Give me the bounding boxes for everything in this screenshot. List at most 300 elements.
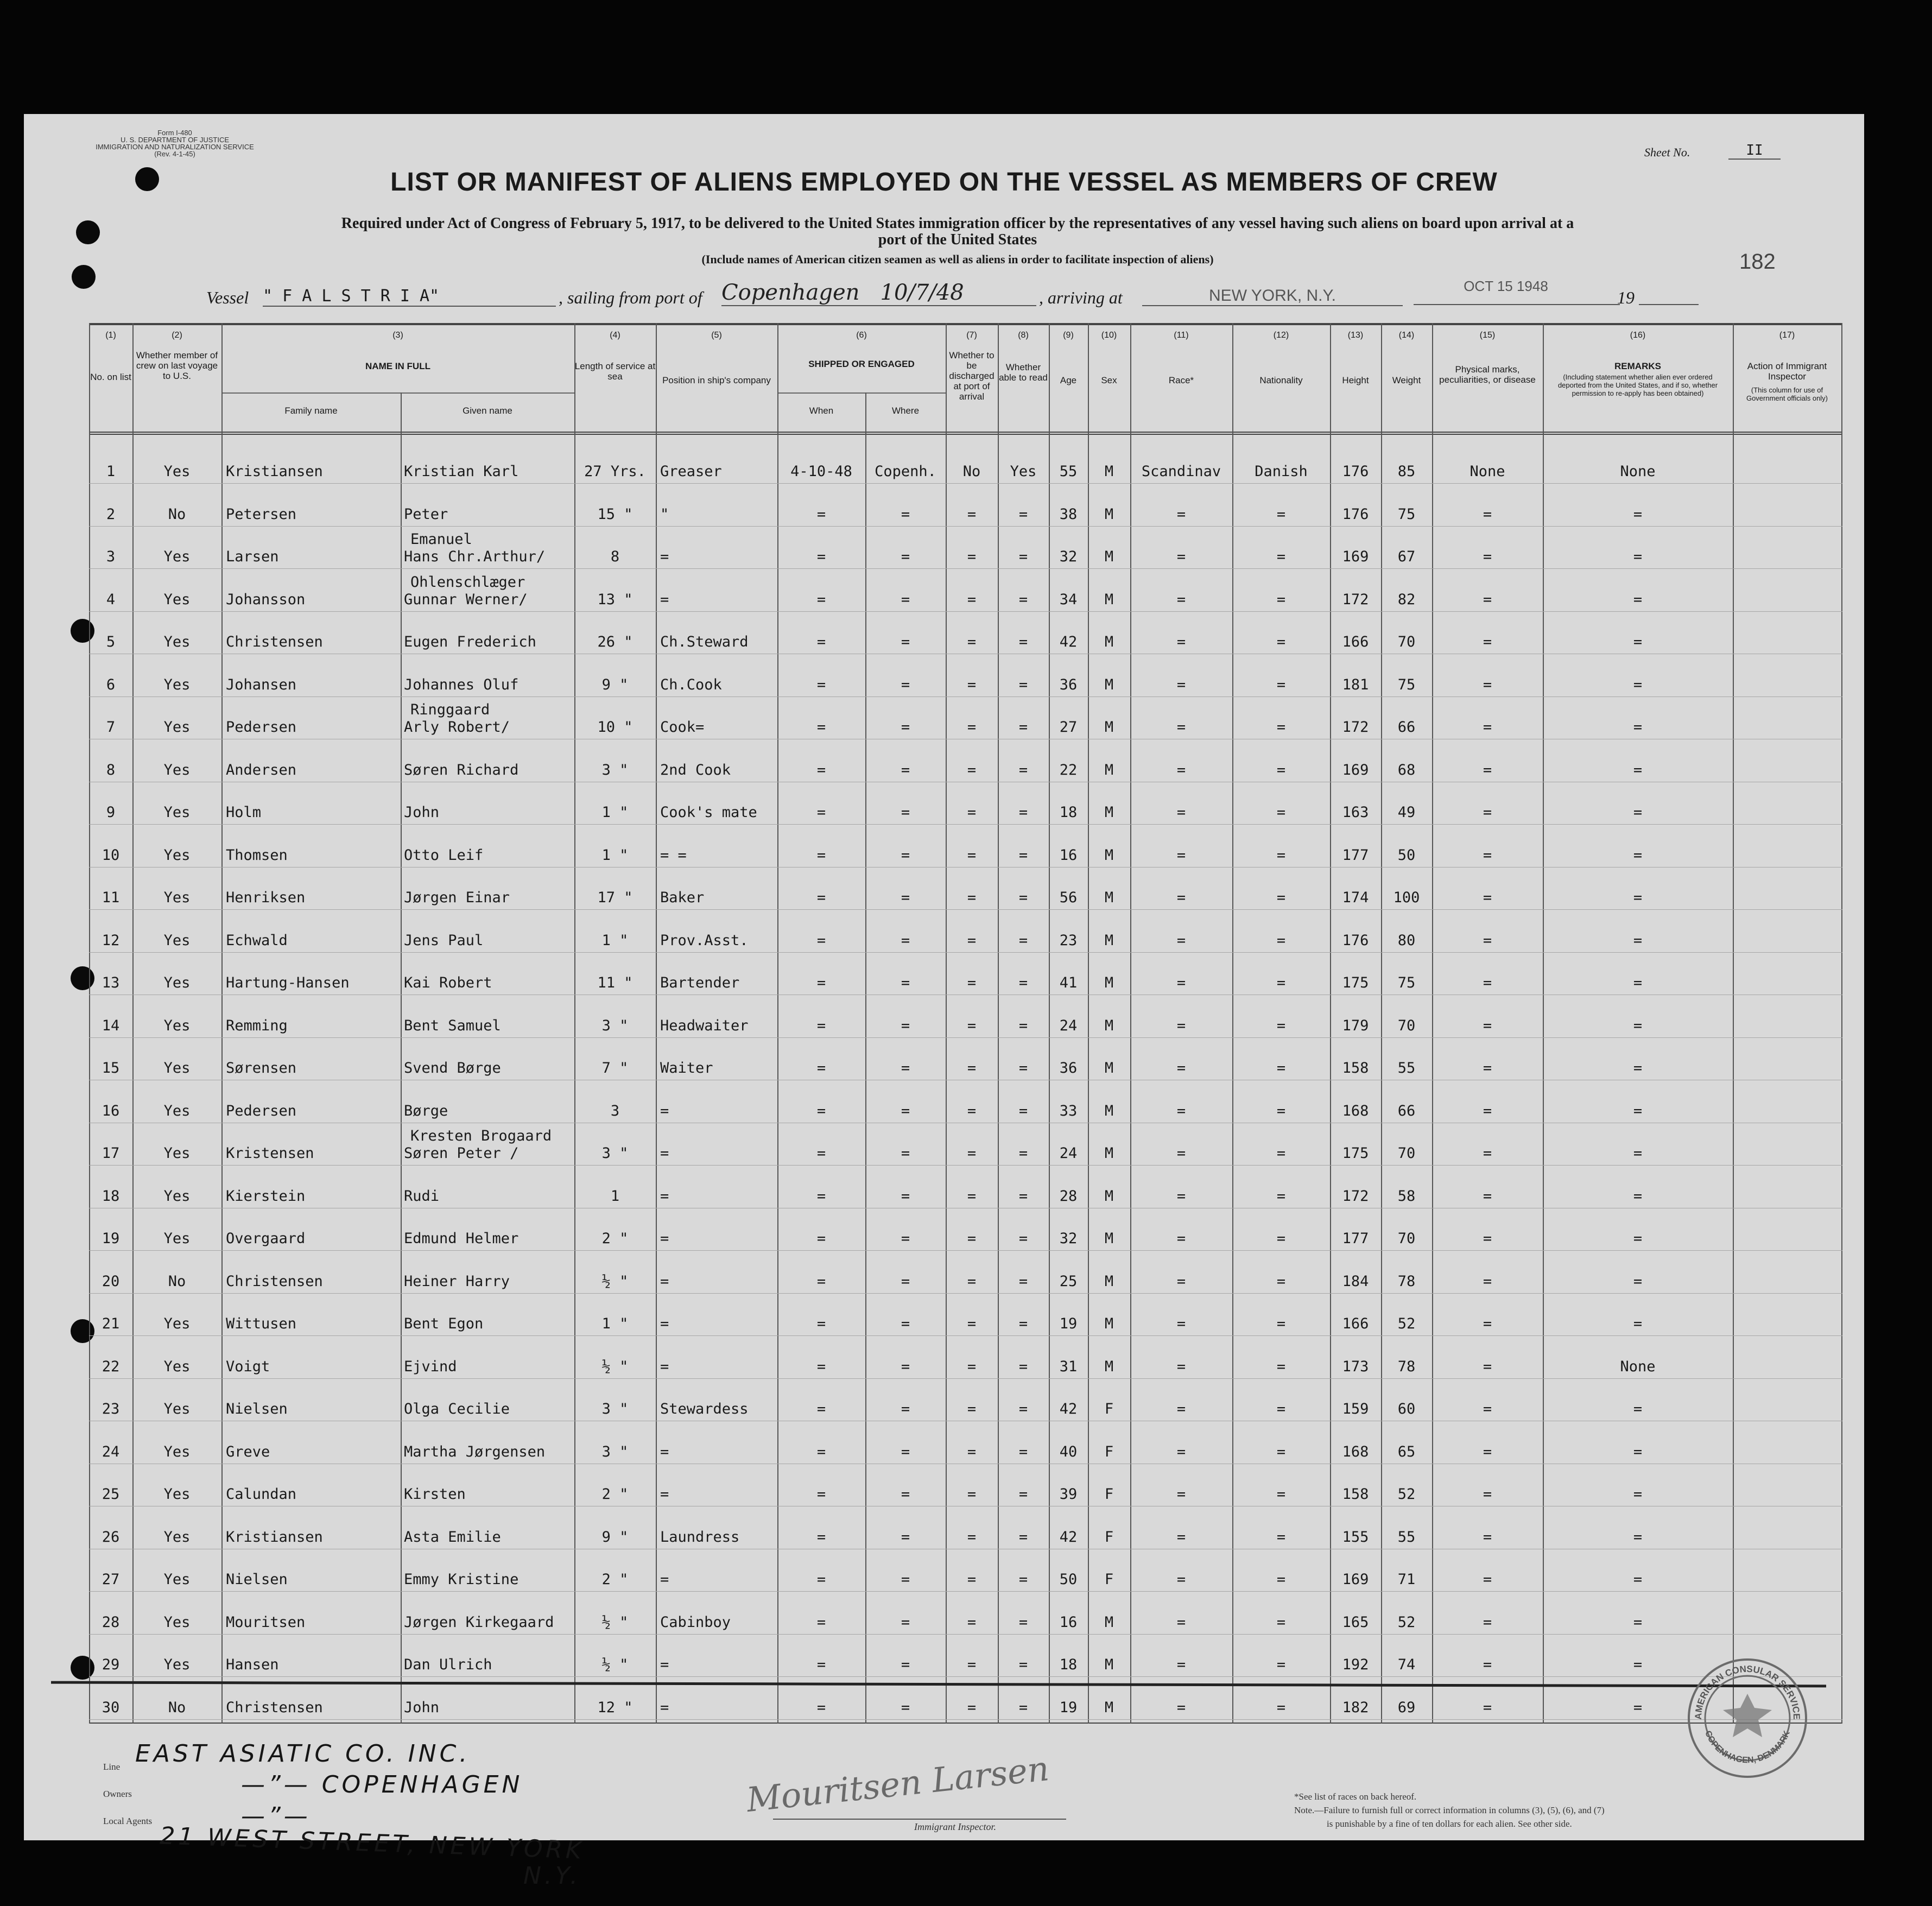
row-given-name: John <box>404 1699 440 1716</box>
row-height: 163 <box>1342 804 1369 821</box>
row-race: = <box>1176 974 1186 991</box>
row-discharged: = <box>967 676 977 693</box>
row-given-name: Gunnar Werner/ <box>404 591 528 608</box>
row-family-name: Sørensen <box>226 1060 297 1077</box>
row-physical-marks: = <box>1483 548 1492 565</box>
row-position: Laundress <box>660 1528 740 1546</box>
row-shipped-when: = <box>816 676 826 693</box>
row-position: = <box>660 1272 669 1290</box>
row-nationality: = <box>1276 974 1286 991</box>
row-nationality: = <box>1276 804 1286 821</box>
row-able-to-read: = <box>1018 1571 1028 1588</box>
row-shipped-when: = <box>816 1102 826 1119</box>
row-number: 10 <box>102 846 120 864</box>
row-nationality: = <box>1276 591 1286 608</box>
row-given-name: Jørgen Kirkegaard <box>404 1613 554 1631</box>
table-row <box>89 827 1842 867</box>
row-given-name: Søren Peter / <box>404 1145 519 1162</box>
row-family-name: Kristiansen <box>226 1528 323 1546</box>
row-age: 50 <box>1059 1571 1078 1588</box>
row-length-of-service: 2 " <box>601 1486 629 1503</box>
row-race: = <box>1176 548 1186 565</box>
row-remarks: = <box>1633 974 1643 991</box>
row-discharged: = <box>967 548 977 565</box>
row-previous-voyage: No <box>168 1272 186 1290</box>
sailing-port <box>721 280 1036 306</box>
row-nationality: Danish <box>1255 463 1308 480</box>
row-position: Ch.Steward <box>660 634 749 650</box>
row-remarks: = <box>1633 889 1643 906</box>
row-nationality: = <box>1276 846 1286 864</box>
row-able-to-read: = <box>1018 505 1028 523</box>
row-number: 12 <box>102 932 120 949</box>
row-weight: 69 <box>1397 1699 1416 1716</box>
row-weight: 75 <box>1397 974 1416 991</box>
row-given-name: Jens Paul <box>404 932 484 949</box>
table-row <box>89 998 1842 1038</box>
row-given-name: Olga Cecilie <box>404 1401 510 1417</box>
row-able-to-read: = <box>1018 1358 1028 1375</box>
row-age: 16 <box>1059 846 1078 864</box>
col-header-service: Length of service at sea <box>574 361 656 382</box>
row-shipped-where: = <box>901 1358 910 1375</box>
row-race: = <box>1176 1272 1186 1290</box>
row-length-of-service: 3 " <box>601 1443 629 1460</box>
row-height: 176 <box>1342 505 1369 523</box>
row-physical-marks: = <box>1483 974 1492 991</box>
row-number: 30 <box>102 1699 120 1716</box>
row-able-to-read: = <box>1018 1656 1028 1673</box>
row-given-name: Kirsten <box>404 1486 466 1503</box>
row-given-name: Dan Ulrich <box>404 1656 492 1673</box>
row-able-to-read: = <box>1018 1187 1028 1205</box>
col-num-12: (12) <box>1273 331 1289 340</box>
row-height: 175 <box>1342 1145 1369 1162</box>
row-nationality: = <box>1276 1230 1286 1247</box>
row-given-name: Hans Chr.Arthur/ <box>404 548 546 565</box>
row-length-of-service: 13 " <box>597 591 633 608</box>
row-sex: M <box>1104 719 1114 736</box>
row-previous-voyage: Yes <box>163 1315 191 1332</box>
row-number: 21 <box>102 1315 120 1332</box>
row-length-of-service: 9 " <box>601 1528 629 1546</box>
row-position: Headwaiter <box>660 1017 749 1034</box>
row-length-of-service: 17 " <box>597 889 633 906</box>
row-nationality: = <box>1276 1443 1286 1460</box>
row-weight: 70 <box>1397 1230 1416 1247</box>
row-race: Scandinav <box>1141 463 1221 480</box>
row-number: 6 <box>106 676 116 693</box>
col-header-action-note: (This column for use of Government officials only) <box>1746 386 1828 402</box>
col-num-6: (6) <box>856 331 867 340</box>
row-length-of-service: 9 " <box>601 676 629 693</box>
row-height: 169 <box>1342 761 1369 778</box>
table-row <box>89 913 1842 953</box>
col-num-16: (16) <box>1630 331 1646 340</box>
row-shipped-where: = <box>901 846 910 864</box>
row-discharged: = <box>967 804 977 821</box>
row-remarks: = <box>1633 1017 1643 1034</box>
row-previous-voyage: Yes <box>163 932 191 949</box>
row-shipped-when: = <box>816 548 826 565</box>
row-position: = <box>660 1699 669 1716</box>
row-remarks: = <box>1633 804 1643 821</box>
row-discharged: = <box>967 932 977 949</box>
row-discharged: = <box>967 1315 977 1332</box>
owners-label: Owners <box>103 1789 132 1799</box>
row-position: Cook's mate <box>660 804 757 821</box>
row-race: = <box>1176 1486 1186 1503</box>
row-shipped-when: = <box>816 1656 826 1673</box>
row-nationality: = <box>1276 1060 1286 1077</box>
col-header-prev-voyage: Whether member of crew on last voyage to U.S. <box>136 350 218 381</box>
row-remarks: = <box>1633 1528 1643 1546</box>
row-previous-voyage: Yes <box>163 1486 191 1503</box>
col-num-8: (8) <box>1018 331 1029 340</box>
row-given-name: Asta Emilie <box>404 1528 501 1546</box>
row-shipped-where: = <box>901 761 910 778</box>
col-header-age: Age <box>1060 375 1077 385</box>
col-header-weight: Weight <box>1392 375 1421 385</box>
row-number: 13 <box>102 974 120 991</box>
row-sex: M <box>1104 548 1114 565</box>
row-discharged: = <box>967 1230 977 1247</box>
row-race: = <box>1176 1528 1186 1546</box>
row-shipped-when: = <box>816 1486 826 1503</box>
table-row <box>89 1211 1842 1251</box>
row-discharged: = <box>967 761 977 778</box>
row-previous-voyage: Yes <box>163 1358 191 1375</box>
row-position: = <box>660 1230 669 1247</box>
row-physical-marks: = <box>1483 1528 1492 1546</box>
row-sex: F <box>1104 1528 1114 1546</box>
row-family-name: Hansen <box>226 1656 279 1673</box>
row-nationality: = <box>1276 1528 1286 1546</box>
table-row <box>89 1466 1842 1506</box>
row-race: = <box>1176 1060 1186 1077</box>
row-length-of-service: 3 <box>610 1102 620 1119</box>
row-sex: M <box>1104 1145 1114 1162</box>
subtitle-requirement: Required under Act of Congress of February 5, 1917, to be delivered to the United States immigration officer by the representatives of any vessel having such aliens on board upon arrival at a <box>341 215 1574 232</box>
row-position: Bartender <box>660 974 740 991</box>
row-height: 175 <box>1342 974 1369 991</box>
table-row <box>89 1040 1842 1080</box>
row-age: 22 <box>1059 761 1078 778</box>
row-physical-marks: = <box>1483 719 1492 736</box>
table-row <box>89 1381 1842 1421</box>
col-num-9: (9) <box>1063 331 1074 340</box>
row-physical-marks: = <box>1483 676 1492 693</box>
table-row <box>89 955 1842 995</box>
table-row <box>89 1594 1842 1635</box>
table-row <box>89 1296 1842 1336</box>
row-sex: M <box>1104 1102 1114 1119</box>
year-line <box>1639 293 1699 305</box>
table-row <box>89 784 1842 825</box>
row-previous-voyage: Yes <box>163 591 191 608</box>
row-shipped-where: = <box>901 889 910 906</box>
row-discharged: = <box>967 1486 977 1503</box>
row-discharged: = <box>967 1571 977 1588</box>
col-header-nationality: Nationality <box>1259 375 1303 385</box>
row-race: = <box>1176 804 1186 821</box>
row-weight: 78 <box>1397 1272 1416 1290</box>
row-physical-marks: = <box>1483 761 1492 778</box>
row-nationality: = <box>1276 932 1286 949</box>
col-header-race: Race* <box>1168 375 1194 385</box>
row-nationality: = <box>1276 1187 1286 1205</box>
table-row <box>89 444 1842 484</box>
row-age: 41 <box>1059 974 1078 991</box>
sheet-label: Sheet No. <box>1644 145 1690 159</box>
col-num-10: (10) <box>1101 331 1117 340</box>
col-num-13: (13) <box>1347 331 1364 340</box>
row-age: 18 <box>1059 804 1078 821</box>
row-remarks: = <box>1633 1272 1643 1290</box>
row-length-of-service: 1 " <box>601 1315 629 1332</box>
row-nationality: = <box>1276 1486 1286 1503</box>
row-shipped-when: = <box>816 804 826 821</box>
row-height: 174 <box>1342 889 1369 906</box>
row-remarks: = <box>1633 1443 1643 1460</box>
row-length-of-service: 3 " <box>601 1401 629 1417</box>
row-race: = <box>1176 719 1186 736</box>
row-number: 16 <box>102 1102 120 1119</box>
row-position: Ch.Cook <box>660 676 722 693</box>
row-given-name: Peter <box>404 505 448 523</box>
row-discharged: = <box>967 719 977 736</box>
row-length-of-service: 1 " <box>601 846 629 864</box>
row-number: 26 <box>102 1528 120 1546</box>
row-previous-voyage: Yes <box>163 1187 191 1205</box>
row-sex: M <box>1104 1358 1114 1375</box>
row-number: 15 <box>102 1060 120 1077</box>
row-remarks: = <box>1633 505 1643 523</box>
row-given-name: Svend Børge <box>404 1060 501 1077</box>
row-weight: 52 <box>1397 1315 1416 1332</box>
arrival-port: NEW YORK, N.Y. <box>1142 287 1403 306</box>
table-row <box>89 572 1842 612</box>
stamp-number: 182 <box>1739 250 1776 274</box>
row-shipped-when: = <box>816 591 826 608</box>
col-num-4: (4) <box>610 331 620 340</box>
row-nationality: = <box>1276 548 1286 565</box>
col-header-action: Action of Immigrant Inspector <box>1747 361 1827 382</box>
row-height: 159 <box>1342 1401 1369 1417</box>
row-previous-voyage: Yes <box>163 761 191 778</box>
row-shipped-where: = <box>901 1571 910 1588</box>
row-weight: 66 <box>1397 1102 1416 1119</box>
row-height: 155 <box>1342 1528 1369 1546</box>
row-previous-voyage: Yes <box>163 974 191 991</box>
row-nationality: = <box>1276 634 1286 650</box>
row-age: 33 <box>1059 1102 1078 1119</box>
row-shipped-where: = <box>901 1272 910 1290</box>
row-given-name: Bent Egon <box>404 1315 484 1332</box>
row-number: 19 <box>102 1230 120 1247</box>
row-previous-voyage: Yes <box>163 1528 191 1546</box>
failure-note: Note.—Failure to furnish full or correct information in columns (3), (5), (6), and (7) <box>1294 1805 1605 1815</box>
row-physical-marks: = <box>1483 1017 1492 1034</box>
row-family-name: Larsen <box>226 548 279 565</box>
row-sex: M <box>1104 676 1114 693</box>
row-previous-voyage: Yes <box>163 719 191 736</box>
row-position: " <box>660 505 669 523</box>
row-shipped-where: = <box>901 1145 910 1162</box>
row-race: = <box>1176 1656 1186 1673</box>
row-family-name: Echwald <box>226 932 288 949</box>
row-nationality: = <box>1276 676 1286 693</box>
col-header-shipped: SHIPPED OR ENGAGED <box>808 359 915 369</box>
row-remarks: = <box>1633 1102 1643 1119</box>
row-previous-voyage: Yes <box>163 1401 191 1417</box>
col-header-family-name: Family name <box>284 406 338 416</box>
row-shipped-where: = <box>901 634 910 650</box>
row-able-to-read: = <box>1018 1613 1028 1631</box>
row-height: 168 <box>1342 1443 1369 1460</box>
row-race: = <box>1176 1230 1186 1247</box>
row-previous-voyage: Yes <box>163 804 191 821</box>
row-given-name: Otto Leif <box>404 846 484 864</box>
row-weight: 50 <box>1397 846 1416 864</box>
row-shipped-when: = <box>816 1358 826 1375</box>
row-physical-marks: = <box>1483 1443 1492 1460</box>
fine-note: is punishable by a fine of ten dollars for each alien. See other side. <box>1327 1819 1572 1829</box>
row-age: 24 <box>1059 1145 1078 1162</box>
row-shipped-when: = <box>816 974 826 991</box>
row-nationality: = <box>1276 1272 1286 1290</box>
row-weight: 82 <box>1397 591 1416 608</box>
row-family-name: Calundan <box>226 1486 297 1503</box>
punch-hole <box>72 265 96 289</box>
row-length-of-service: 3 " <box>601 761 629 778</box>
row-sex: M <box>1104 1017 1114 1034</box>
row-height: 158 <box>1342 1486 1369 1503</box>
agent-address: 21 WEST STREET, NEW YORK <box>159 1822 585 1865</box>
row-able-to-read: = <box>1018 1272 1028 1290</box>
row-shipped-where: = <box>901 1613 910 1631</box>
row-height: 169 <box>1342 1571 1369 1588</box>
sheet-number: II <box>1728 142 1781 160</box>
col-header-able-read: Whether able to read <box>999 362 1048 383</box>
row-given-name-addition: Ohlenschlæger <box>410 573 525 591</box>
row-number: 28 <box>102 1613 120 1631</box>
row-remarks: = <box>1633 1060 1643 1077</box>
line-value: EAST ASIATIC CO. INC. <box>135 1740 471 1768</box>
row-race: = <box>1176 1145 1186 1162</box>
row-height: 166 <box>1342 634 1369 650</box>
row-discharged: = <box>967 1528 977 1546</box>
row-length-of-service: ½ " <box>601 1272 629 1290</box>
row-shipped-when: = <box>816 505 826 523</box>
row-number: 2 <box>106 505 116 523</box>
col-header-height: Height <box>1342 375 1369 385</box>
row-able-to-read: = <box>1018 1528 1028 1546</box>
row-nationality: = <box>1276 719 1286 736</box>
row-able-to-read: = <box>1018 1017 1028 1034</box>
row-previous-voyage: No <box>168 505 186 523</box>
inspector-signature: Mouritsen Larsen <box>744 1748 1051 1820</box>
row-sex: M <box>1104 846 1114 864</box>
row-length-of-service: 27 Yrs. <box>584 463 646 480</box>
row-remarks: = <box>1633 719 1643 736</box>
row-shipped-where: = <box>901 1443 910 1460</box>
row-able-to-read: = <box>1018 719 1028 736</box>
row-able-to-read: = <box>1018 761 1028 778</box>
row-height: 177 <box>1342 846 1369 864</box>
row-given-name: Johannes Oluf <box>404 676 519 693</box>
row-able-to-read: = <box>1018 676 1028 693</box>
row-weight: 55 <box>1397 1060 1416 1077</box>
row-family-name: Pedersen <box>226 1102 297 1119</box>
row-discharged: = <box>967 1613 977 1631</box>
row-number: 14 <box>102 1017 120 1034</box>
row-nationality: = <box>1276 505 1286 523</box>
row-discharged: = <box>967 1358 977 1375</box>
col-num-14: (14) <box>1398 331 1415 340</box>
row-number: 25 <box>102 1486 120 1503</box>
row-discharged: = <box>967 889 977 906</box>
row-age: 38 <box>1059 505 1078 523</box>
table-row <box>89 1552 1842 1592</box>
row-remarks: = <box>1633 1613 1643 1631</box>
row-length-of-service: 3 " <box>601 1017 629 1034</box>
col-header-remarks: REMARKS <box>1614 361 1661 371</box>
row-sex: F <box>1104 1486 1114 1503</box>
row-age: 34 <box>1059 591 1078 608</box>
table-row <box>89 1509 1842 1549</box>
row-sex: M <box>1104 634 1114 650</box>
row-able-to-read: = <box>1018 548 1028 565</box>
row-previous-voyage: Yes <box>163 548 191 565</box>
row-nationality: = <box>1276 1656 1286 1673</box>
row-discharged: = <box>967 1656 977 1673</box>
row-weight: 68 <box>1397 761 1416 778</box>
col-header-no: No. on list <box>90 372 131 382</box>
row-age: 42 <box>1059 1528 1078 1546</box>
row-remarks: None <box>1620 463 1656 480</box>
row-position: = = <box>660 846 687 864</box>
row-weight: 85 <box>1397 463 1416 480</box>
row-race: = <box>1176 1358 1186 1375</box>
row-remarks: = <box>1633 676 1643 693</box>
table-row <box>89 1637 1842 1677</box>
row-given-name: Heiner Harry <box>404 1272 510 1290</box>
row-number: 1 <box>106 463 116 480</box>
row-length-of-service: 15 " <box>597 505 633 523</box>
col-header-when: When <box>809 406 834 416</box>
form-number: Form I-480 <box>157 129 192 137</box>
table-row <box>89 742 1842 782</box>
row-weight: 70 <box>1397 1017 1416 1034</box>
row-given-name: Arly Robert/ <box>404 719 510 736</box>
row-family-name: Remming <box>226 1017 288 1034</box>
col-num-7: (7) <box>966 331 977 340</box>
col-num-15: (15) <box>1479 331 1496 340</box>
row-discharged: = <box>967 505 977 523</box>
row-able-to-read: = <box>1018 846 1028 864</box>
row-number: 24 <box>102 1443 120 1460</box>
row-number: 27 <box>102 1571 120 1588</box>
row-previous-voyage: Yes <box>163 1060 191 1077</box>
row-sex: M <box>1104 1656 1114 1673</box>
table-row <box>89 1339 1842 1379</box>
col-header-discharged: Whether to be discharged at port of arrival <box>949 350 994 402</box>
row-remarks: = <box>1633 932 1643 949</box>
row-remarks: = <box>1633 591 1643 608</box>
subtitle-port: port of the United States <box>878 231 1037 248</box>
row-family-name: Overgaard <box>226 1230 306 1247</box>
